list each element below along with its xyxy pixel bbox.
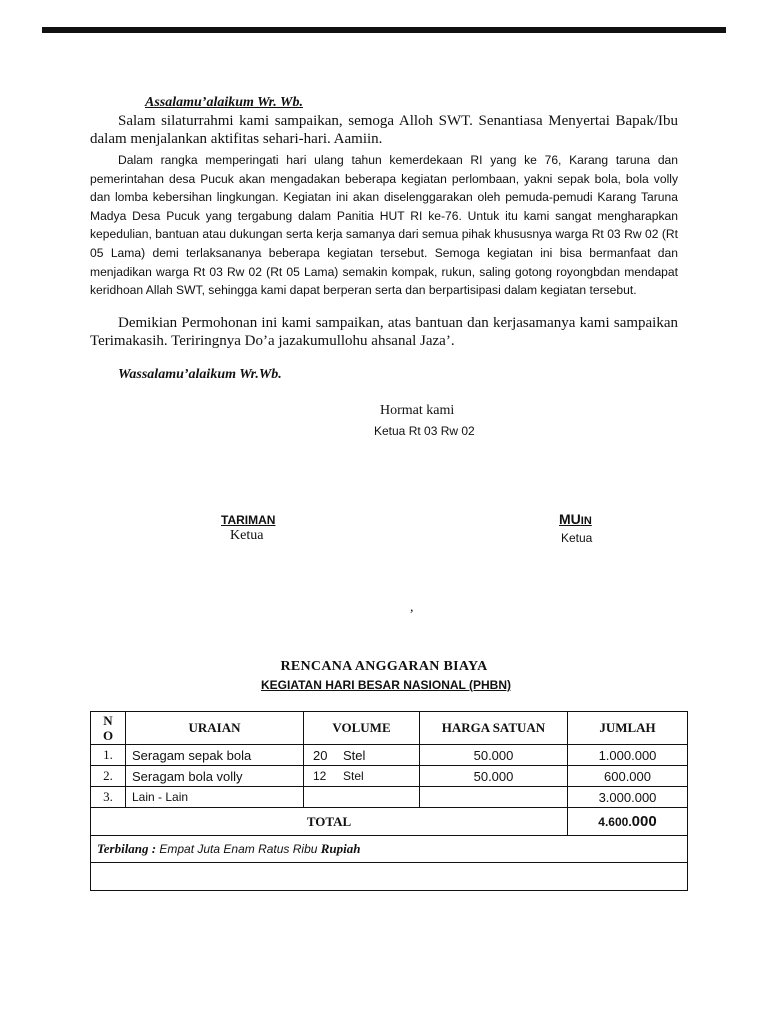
terbilang-row: [91, 836, 688, 863]
header-no-line1: N: [103, 713, 113, 728]
closing-paragraph: Demikian Permohonan ini kami sampaikan, atas bantuan dan kerjasamanya kami sampaikan Terimakasih. Teriringnya Do’a jazakumullohu ahsanal Jaza’.: [90, 315, 678, 349]
body-paragraph: Dalam rangka memperingati hari ulang tahun kemerdekaan RI yang ke 76, Karang taruna dan pemerintahan desa Pucuk akan mengadakan beberapa kegiatan perlombaan, yakni sepak bola, bola volly dan lomba kebersihan lingkungan. Kegiatan ini akan diselenggarakan oleh pemuda-pemudi Karang Taruna Madya Desa Pucuk yang tergabung dalam Panitia HUT RI ke-76. Untuk itu kami sangat mengharapkan kepedulian, bantuan atau dukungan serta kerja samanya dari semua pihak khususnya warga Rt 03 Rw 02 (Rt 05 Lama) demi terlaksananya beberapa kegiatan tersebut. Semoga kegiatan ini bisa bermanfaat dan menjadikan warga Rt 03 Rw 02 (Rt 05 Lama) semakin kompak, rukun, saling gotong royongbdan mendapat keridhoan Allah SWT, sehingga kami dapat berperan serta dan berpartisipasi dalam kegiatan tersebut.: [90, 153, 678, 298]
signature-right-name-rest: IN: [580, 515, 592, 527]
row-unit: Stel: [343, 747, 366, 763]
budget-table: [90, 711, 688, 891]
row-jumlah: 600.000: [568, 766, 688, 787]
terbilang-currency: Rupiah: [320, 841, 361, 856]
row-no: 2.: [91, 766, 126, 787]
total-label: TOTAL: [91, 808, 568, 836]
total-value: [568, 808, 688, 836]
total-row: [91, 808, 688, 836]
row-no: 3.: [91, 787, 126, 808]
row-jumlah: 3.000.000: [568, 787, 688, 808]
intro-paragraph: Salam silaturrahmi kami sampaikan, semoga Alloh SWT. Senantiasa Menyertai Bapak/Ibu dalam menjalankan aktifitas sehari-hari. Aamiin.: [90, 113, 678, 147]
header-uraian: URAIAN: [126, 712, 304, 745]
empty-row: [91, 863, 688, 891]
row-uraian: Seragam sepak bola: [126, 745, 304, 766]
header-jumlah: JUMLAH: [568, 712, 688, 745]
terbilang-cell: [91, 836, 688, 863]
terbilang-label: Terbilang :: [97, 841, 157, 856]
table-row: [91, 766, 688, 787]
total-value-part1: 4.600.: [598, 815, 632, 829]
signature-right-name: [559, 511, 592, 527]
table-row: [91, 745, 688, 766]
row-no: 1.: [91, 745, 126, 766]
signature-right-title: Ketua: [561, 531, 593, 545]
header-no-line2: O: [102, 728, 114, 743]
row-jumlah: 1.000.000: [568, 745, 688, 766]
row-harga: [420, 787, 568, 808]
terbilang-words: Empat Juta Enam Ratus Ribu: [159, 842, 318, 856]
hormat-kami: Hormat kami: [380, 403, 455, 418]
budget-title: RENCANA ANGGARAN BIAYA: [280, 659, 488, 674]
table-header-row: [91, 712, 688, 745]
header-no: [91, 712, 126, 745]
row-unit: Stel: [343, 769, 364, 783]
farewell: Wassalamu’alaikum Wr.Wb.: [118, 367, 282, 382]
empty-cell: [91, 863, 688, 891]
row-volume: [304, 745, 420, 766]
row-harga: 50.000: [420, 766, 568, 787]
signature-left-title: Ketua: [230, 528, 264, 543]
ketua-rt-label: Ketua Rt 03 Rw 02: [374, 424, 475, 438]
greeting: Assalamu’alaikum Wr. Wb.: [145, 95, 303, 110]
row-harga: 50.000: [420, 745, 568, 766]
signature-left-name: TARIMAN: [221, 513, 276, 527]
row-volume: [304, 766, 420, 787]
signature-right-name-bold: MU: [559, 511, 581, 527]
total-value-part2: 000: [631, 813, 657, 830]
row-qty: 20: [313, 747, 328, 763]
stray-comma: ,: [410, 600, 414, 615]
row-uraian: Seragam bola volly: [126, 766, 304, 787]
row-uraian: Lain - Lain: [126, 787, 304, 808]
row-volume: [304, 787, 420, 808]
budget-subtitle: KEGIATAN HARI BESAR NASIONAL (PHBN): [260, 678, 511, 692]
header-harga: HARGA SATUAN: [420, 712, 568, 745]
header-volume: VOLUME: [304, 712, 420, 745]
top-rule: [42, 27, 726, 33]
table-row: [91, 787, 688, 808]
row-qty: 12: [313, 769, 327, 783]
